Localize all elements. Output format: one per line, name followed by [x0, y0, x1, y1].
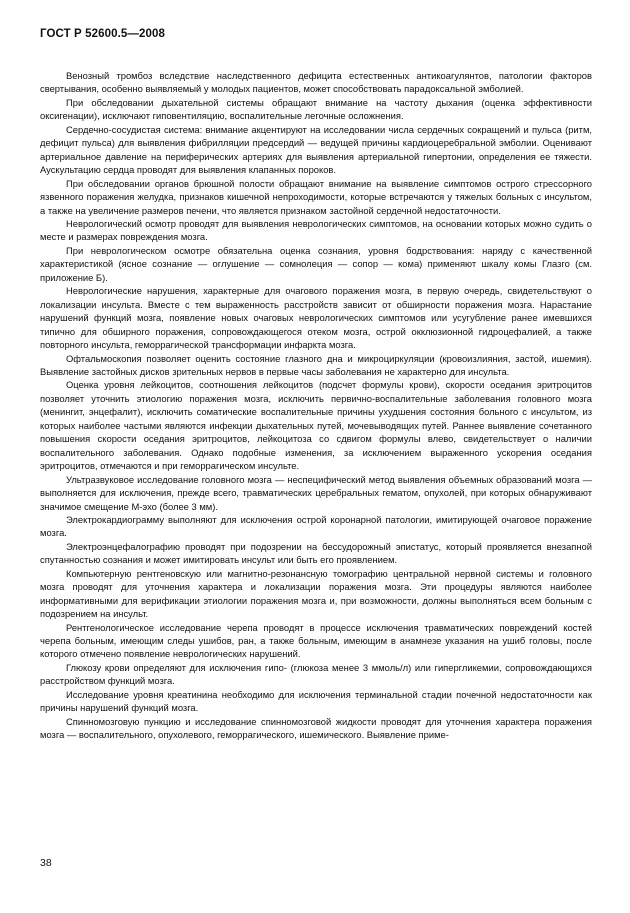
paragraph: Венозный тромбоз вследствие наследственного дефицита естественных антикоагулянтов, патологии факторов свертывания, особенно выявляемый у молодых пациентов, может способствовать парадоксальной эмболией. — [40, 70, 592, 95]
paragraph: Исследование уровня креатинина необходимо для исключения терминальной стадии почечной недостаточности как причины нарушений функций мозга. — [40, 688, 592, 714]
paragraph: Электрокардиограмму выполняют для исключения острой коронарной патологии, имитирующей очаговое поражение мозга. — [40, 513, 592, 539]
paragraph: Электроэнцефалографию проводят при подозрении на бессудорожный эпистатус, который проявляется внезапной спутанностью сознания и может имитировать инсульт или быть его проявлением. — [40, 540, 592, 566]
paragraph: При неврологическом осмотре обязательна оценка сознания, уровня бодрствования: наряду с качественной характеристикой (ясное сознание — оглушение — сомнолеция — сопор — кома) применяют шкалу комы Глазго (см. приложение Б). — [40, 244, 592, 283]
paragraph: Офтальмоскопия позволяет оценить состояние глазного дна и микроциркуляции (кровоизлияния, застой, ишемия). Выявление застойных дисков зрительных нервов в первые часы заболевания не характерно для инсульта. — [40, 352, 592, 377]
paragraph: Ультразвуковое исследование головного мозга — неспецифический метод выявления объемных образований мозга — выполняется для исключения, прежде всего, травматических церебральных гематом, опухолей, при которых обнаруживают значимое смещение М-эхо (более 3 мм). — [40, 473, 592, 512]
paragraph: Спинномозговую пункцию и исследование спинномозговой жидкости проводят для уточнения характера поражения мозга — воспалительного, опухолевого, геморрагического, ишемического. Выявление приме- — [40, 715, 592, 741]
paragraph: Неврологические нарушения, характерные для очагового поражения мозга, в первую очередь, свидетельствуют о локализации инсульта. Вместе с тем выраженность расстройств зависит от обширности поражения мозга. Нарастание нарушений функций мозга, появление новых очаговых неврологических симптомов или усугубление ранее имевшихся типично для обширного поражения, сопровождающегося отеком мозга, острой окклюзионной гидроцефалией, а также повторного инсульта, геморрагической трансформации инфаркта мозга. — [40, 285, 592, 351]
paragraph: Компьютерную рентгеновскую или магнитно-резонансную томографию центральной нервной системы и головного мозга проводят для уточнения характера и локализации поражения мозга. Эти процедуры являются наиболее информативными для верификации этиологии поражения мозга и, при возможности, должны выполняться всем больным с подозрением на инсульт. — [40, 567, 592, 620]
document-header: ГОСТ Р 52600.5—2008 — [40, 28, 165, 40]
paragraph: Глюкозу крови определяют для исключения гипо- (глюкоза менее 3 ммоль/л) или гипергликемии, сопровождающихся расстройством функций мозга. — [40, 661, 592, 687]
paragraph: При обследовании органов брюшной полости обращают внимание на выявление симптомов острого стрессорного язвенного поражения желудка, признаков кишечной непроходимости, которые встречаются у тяжелых больных с инсультом, а также на увеличение размеров печени, что является признаком застойной сердечной недостаточности. — [40, 177, 592, 216]
paragraph: При обследовании дыхательной системы обращают внимание на частоту дыхания (оценка эффективности оксигенации), исключают гиповентиляцию, воспалительные легочные осложнения. — [40, 96, 592, 122]
page-number: 38 — [40, 857, 52, 869]
document-body — [40, 69, 592, 742]
paragraph: Сердечно-сосудистая система: внимание акцентируют на исследовании числа сердечных сокращений и пульса (ритм, дефицит пульса) для выявления фибрилляции предсердий — ведущей причины кардиоцеребральной эмболии. Оценивают артериальное давление на периферических артериях для выявления артериальной гипертонии, определения ее тяжести. Аускультацию сердца проводят для выявления клапанных пороков. — [40, 123, 592, 176]
paragraph: Рентгенологическое исследование черепа проводят в процессе исключения травматических повреждений костей черепа больным, имеющим следы ушибов, ран, а также больным, имеющим в анамнезе указания на ушиб головы, после которого отмечено появление неврологических нарушений. — [40, 621, 592, 660]
paragraph: Неврологический осмотр проводят для выявления неврологических симптомов, на основании которых можно судить о месте и размерах повреждения мозга. — [40, 217, 592, 243]
paragraph: Оценка уровня лейкоцитов, соотношения лейкоцитов (подсчет формулы крови), скорости оседания эритроцитов позволяет уточнить этиологию поражения мозга, исключить первично-воспалительные заболевания головного мозга (менингит, энцефалит), исключить соматические воспалительные причины ухудшения состояния больного с инсультом, из которых наиболее частыми являются инфекции дыхательных путей, мочевыводящих путей. Раннее выявление сочетанного повышения скорости оседания эритроцитов, лейкоцитоза со сдвигом формулы влево, свидетельствует о наличии воспалительного заболевания. Однако подобные изменения, за исключением выраженного ускорения оседания эритроцитов, отмечаются и при геморрагическом инсульте. — [40, 379, 592, 472]
